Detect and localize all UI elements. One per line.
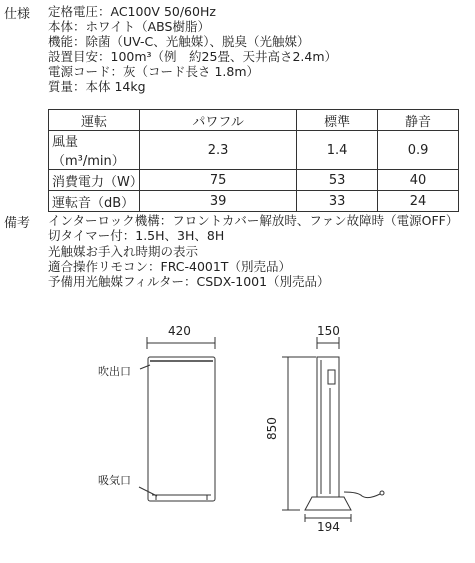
note-line-remote: 適合操作リモコン：FRC-4001T（別売品）: [48, 258, 291, 274]
spec-line-function: 機能：除菌（UV-C、光触媒）、脱臭（光触媒）: [48, 34, 310, 49]
spec-line-voltage: 定格電圧：AC100V 50/60Hz: [48, 4, 216, 19]
table-header-quiet: 静音: [378, 110, 459, 131]
inlet-label: 吸気口: [98, 474, 131, 487]
table-header-standard: 標準: [297, 110, 378, 131]
table-header-powerful: パワフル: [140, 110, 297, 131]
table-cell: 39: [140, 191, 297, 212]
row-label-airflow: 風量（m³/min）: [49, 131, 140, 170]
front-view-body: [148, 357, 215, 501]
table-cell: 53: [297, 170, 378, 191]
side-depth-value: 150: [317, 324, 340, 338]
table-cell: 1.4: [297, 131, 378, 170]
outlet-label: 吹出口: [98, 365, 131, 378]
row-label-noise: 運転音（dB）: [49, 191, 140, 212]
notes-label: 備考: [4, 216, 31, 231]
table-cell: 2.3: [140, 131, 297, 170]
note-line-interlock: インターロック機構：フロントカバー解放時、ファン故障時（電源OFF）: [48, 213, 459, 228]
spec-line-mass: 質量：本体 14kg: [48, 79, 146, 94]
base-depth-value: 194: [317, 520, 340, 534]
table-cell: 33: [297, 191, 378, 212]
row-label-power: 消費電力（W）: [49, 170, 140, 191]
side-view-base: [305, 497, 351, 510]
table-cell: 24: [378, 191, 459, 212]
table-cell: 75: [140, 170, 297, 191]
table-cell: 0.9: [378, 131, 459, 170]
table-cell: 40: [378, 170, 459, 191]
power-cord: [344, 492, 380, 498]
note-line-timer: 切タイマー付：1.5H、3H、8H: [48, 228, 225, 244]
table-header-mode: 運転: [49, 110, 140, 131]
specs-label: 仕様: [4, 7, 31, 22]
spec-line-cord: 電源コード：灰（コード長さ 1.8m）: [48, 64, 260, 79]
height-value: 850: [265, 417, 279, 440]
front-width-value: 420: [168, 324, 191, 338]
spec-line-body: 本体：ホワイト（ABS樹脂）: [48, 19, 210, 34]
spec-line-coverage: 設置目安：100m³（例 約25畳、天井高さ2.4m）: [48, 49, 338, 64]
note-line-maintenance: 光触媒お手入れ時期の表示: [48, 243, 199, 259]
note-line-filter: 予備用光触媒フィルター：CSDX-1001（別売品）: [48, 274, 330, 290]
